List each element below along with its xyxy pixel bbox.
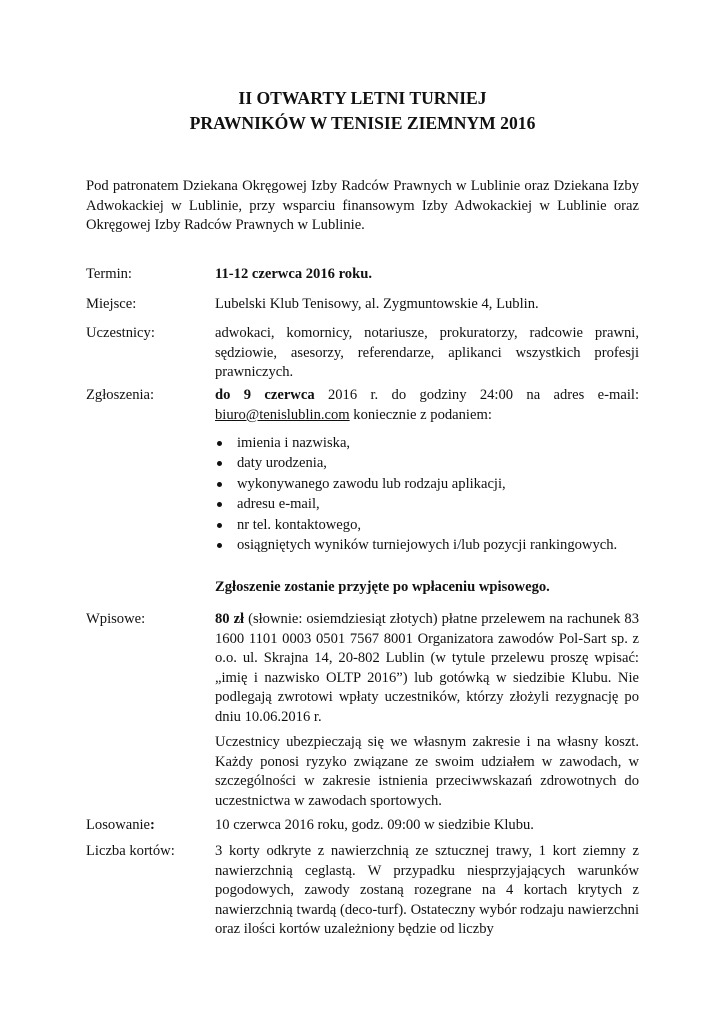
zgloszenia-text-1: 2016 r. do godziny 24:00 na adres e-mail: — [314, 387, 639, 403]
losowanie-label-text: Losowanie — [86, 817, 151, 833]
wpisowe-amount: 80 zł — [215, 611, 245, 627]
korty-label: Liczba kortów: — [86, 843, 175, 859]
miejsce-value: Lubelski Klub Tenisowy, al. Zygmuntowskie 4, Lublin. — [215, 296, 539, 312]
list-item-text: nr tel. kontaktowego, — [237, 516, 362, 533]
title-line-2: PRAWNIKÓW W TENISIE ZIEMNYM 2016 — [189, 113, 536, 133]
termin-value-wrap — [215, 265, 639, 285]
losowanie-value: 10 czerwca 2016 roku, godz. 09:00 w siedzibie Klubu. — [215, 817, 534, 833]
zgloszenia-label: Zgłoszenia: — [86, 387, 155, 403]
list-item — [215, 433, 639, 453]
list-item-text: osiągniętych wyników turniejowych i/lub pozycji rankingowych. — [237, 537, 618, 554]
wpisowe-paragraph — [215, 610, 639, 728]
intro-paragraph: Pod patronatem Dziekana Okręgowej Izby Radców Prawnych w Lublinie oraz Dziekana Izby Adwokackiej w Lublinie, przy wsparciu finansowym Izby Adwokackiej w Lublinie oraz Okręgowej Izby Radców Prawnych w Lublinie. — [86, 178, 639, 234]
required-info-list — [215, 433, 639, 555]
wpisowe-value — [215, 610, 639, 728]
bullet-icon — [217, 482, 222, 487]
list-item — [215, 494, 639, 514]
list-item — [215, 515, 639, 535]
zgloszenia-deadline: do 9 czerwca — [215, 387, 315, 403]
list-item-text: imienia i nazwiska, — [237, 435, 351, 451]
miejsce-label: Miejsce: — [86, 296, 137, 312]
termin-value: 11-12 czerwca 2016 roku. — [215, 266, 372, 282]
wpisowe-label: Wpisowe: — [86, 611, 146, 627]
list-item — [215, 474, 639, 494]
bullet-icon — [217, 543, 222, 548]
insurance-paragraph: Uczestnicy ubezpieczają się we własnym zakresie i na własny koszt. Każdy ponosi ryzyko związane ze swoim udziałem w zawodach, w szczególności w zakresie istnienia przeciwwskazań zdrowotnych do uczestnictwa w zawodach sportowych. — [215, 734, 639, 809]
list-item — [215, 535, 639, 555]
document-title — [0, 86, 725, 136]
list-item-text: wykonywanego zawodu lub rodzaju aplikacji, — [237, 475, 506, 492]
uczestnicy-label: Uczestnicy: — [86, 325, 155, 341]
termin-label: Termin: — [86, 266, 132, 282]
zgloszenia-text-2: koniecznie z podaniem: — [349, 406, 492, 423]
bullet-icon — [217, 523, 222, 528]
wpisowe-text: (słownie: osiemdziesiąt złotych) płatne przelewem na rachunek 83 1600 1101 0003 0501 7567 8001 Organizatora zawodów Pol-Sart sp. z o.o. ul. Skrajna 14, 20-802 Lublin (w tytule przelewu proszę wpisać: „imię i nazwisko OLTP 2016”) lub gotówką w siedzibie Klubu. Nie podlegają zwrotowi wpłaty uczestników, którzy złożyli rezygnację po dniu 10.06.2016 r. — [215, 611, 639, 725]
losowanie-colon: : — [150, 817, 155, 833]
list-item — [215, 453, 639, 473]
title-line-1: II OTWARTY LETNI TURNIEJ — [238, 88, 487, 108]
bullet-icon — [217, 461, 222, 466]
bullet-icon — [217, 441, 222, 446]
uczestnicy-value: adwokaci, komornicy, notariusze, prokuratorzy, radcowie prawni, sędziowie, asesorzy, referendarze, aplikanci wszystkich profesji prawniczych. — [215, 325, 639, 381]
losowanie-label — [86, 816, 206, 836]
zgloszenia-value — [215, 386, 639, 425]
payment-notice: Zgłoszenie zostanie przyjęte po wpłaceniu wpisowego. — [215, 579, 550, 595]
email-link[interactable]: biuro@tenislublin.com — [215, 406, 350, 423]
korty-value: 3 korty odkryte z nawierzchnią ze sztucznej trawy, 1 kort ziemny z nawierzchnią ceglastą. W przypadku niesprzyjających warunków pogodowych, zawody zostaną rozegrane na 4 kortach krytych z nawierzchnią twardą (deco-turf). Ostateczny wybór rodzaju nawierzchni oraz ilości kortów uzależniony będzie od liczby — [215, 843, 639, 938]
list-item-text: daty urodzenia, — [237, 455, 327, 472]
bullet-icon — [217, 502, 222, 507]
list-item-text: adresu e-mail, — [237, 496, 320, 513]
